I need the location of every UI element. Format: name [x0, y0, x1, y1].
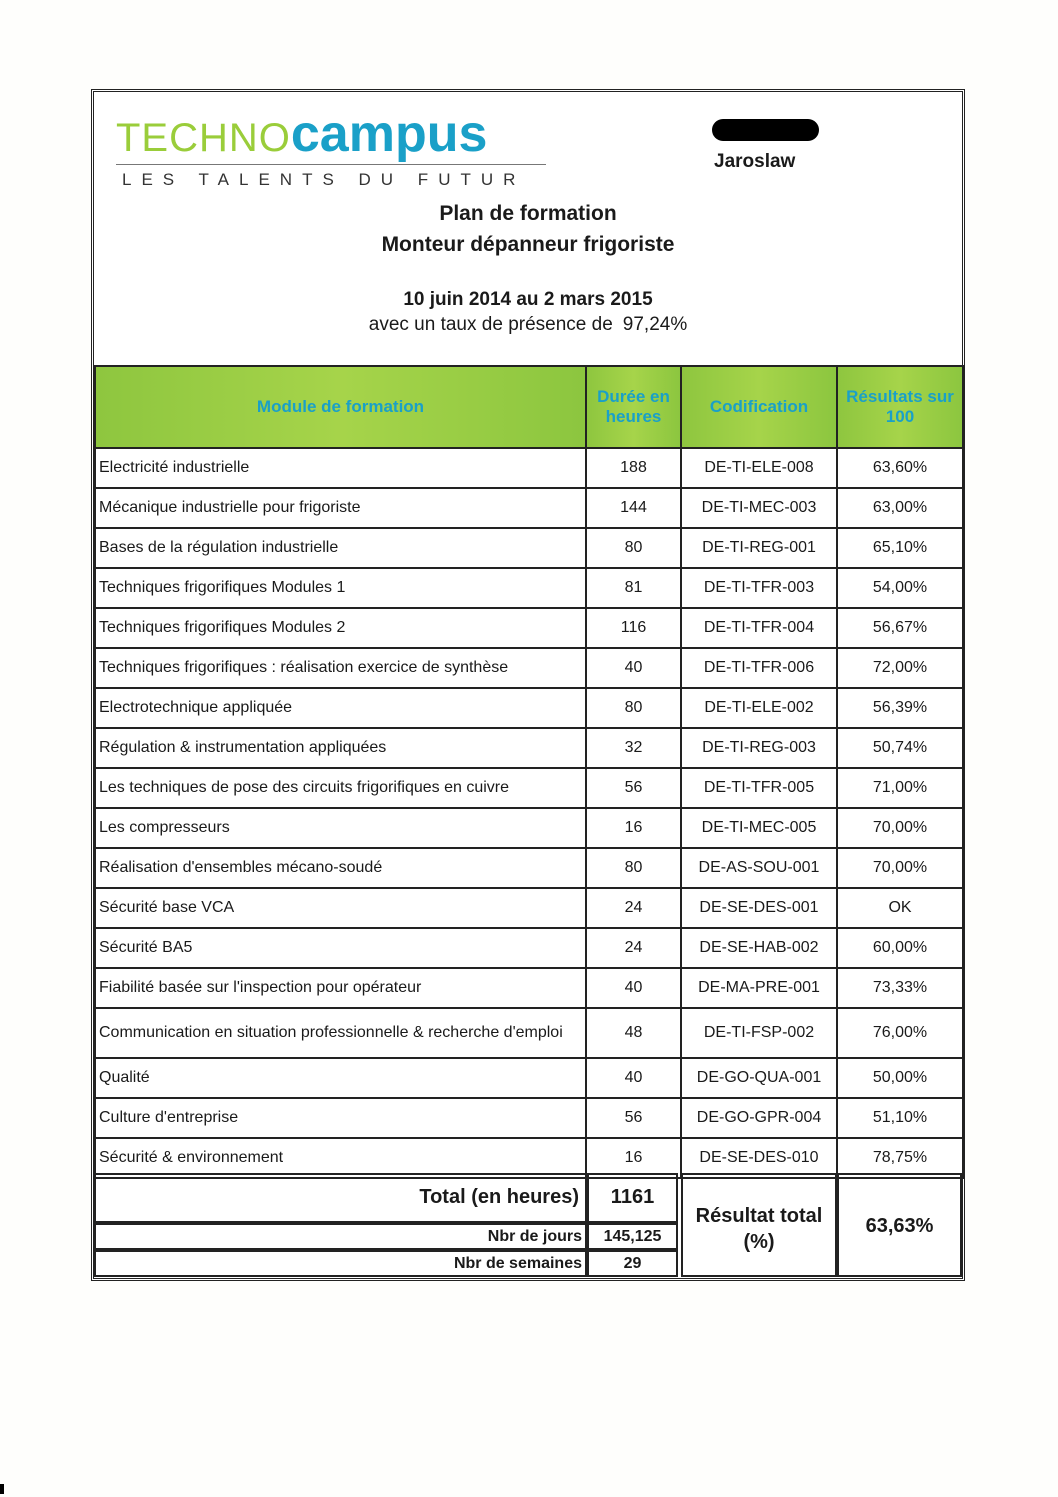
- table-row: [95, 1098, 963, 1138]
- module-name: Mécanique industrielle pour frigoriste: [95, 488, 586, 528]
- header-module: Module de formation: [95, 366, 586, 448]
- total-result-label: Résultat total (%): [695, 1205, 823, 1253]
- logo-campus-text: campus: [290, 105, 488, 163]
- modules-table: [94, 365, 964, 1179]
- module-code: DE-AS-SOU-001: [681, 848, 837, 888]
- logo-tagline: LES TALENTS DU FUTUR: [122, 170, 526, 189]
- module-code: DE-GO-QUA-001: [681, 1058, 837, 1098]
- module-name: Fiabilité basée sur l'inspection pour opérateur: [95, 968, 586, 1008]
- attendance-rate: [94, 314, 962, 336]
- module-result: 60,00%: [837, 928, 963, 968]
- module-hours: 24: [586, 928, 681, 968]
- module-code: DE-MA-PRE-001: [681, 968, 837, 1008]
- module-code: DE-TI-MEC-005: [681, 808, 837, 848]
- total-hours-value: 1161: [610, 1186, 655, 1208]
- module-result: 56,67%: [837, 608, 963, 648]
- document-title: Plan de formation: [439, 202, 617, 225]
- module-code: DE-TI-MEC-003: [681, 488, 837, 528]
- header-hours: Durée en heures: [586, 366, 681, 448]
- module-hours: 56: [586, 768, 681, 808]
- module-code: DE-TI-ELE-008: [681, 448, 837, 488]
- module-result: 56,39%: [837, 688, 963, 728]
- total-hours-value-cell: [587, 1173, 678, 1223]
- module-hours: 24: [586, 888, 681, 928]
- module-code: DE-GO-GPR-004: [681, 1098, 837, 1138]
- module-name: Bases de la régulation industrielle: [95, 528, 586, 568]
- module-name: Techniques frigorifiques Modules 1: [95, 568, 586, 608]
- module-hours: 80: [586, 848, 681, 888]
- table-row: [95, 648, 963, 688]
- table-row: [95, 888, 963, 928]
- module-name: Sécurité BA5: [95, 928, 586, 968]
- module-result: 50,00%: [837, 1058, 963, 1098]
- module-code: DE-TI-TFR-005: [681, 768, 837, 808]
- document-header: [94, 92, 962, 364]
- module-result: 63,60%: [837, 448, 963, 488]
- module-hours: 116: [586, 608, 681, 648]
- module-name: Qualité: [95, 1058, 586, 1098]
- module-result: 70,00%: [837, 808, 963, 848]
- technocampus-logo: [116, 104, 556, 189]
- module-hours: 48: [586, 1008, 681, 1058]
- table-row: [95, 808, 963, 848]
- module-code: DE-SE-DES-010: [681, 1138, 837, 1178]
- module-code: DE-TI-ELE-002: [681, 688, 837, 728]
- module-name: Régulation & instrumentation appliquées: [95, 728, 586, 768]
- module-name: Les techniques de pose des circuits frigorifiques en cuivre: [95, 768, 586, 808]
- days-label: Nbr de jours: [487, 1228, 582, 1245]
- module-hours: 40: [586, 648, 681, 688]
- redaction-bar: [712, 119, 819, 141]
- module-result: 72,00%: [837, 648, 963, 688]
- weeks-value-cell: [587, 1250, 678, 1277]
- table-row: [95, 688, 963, 728]
- table-row: [95, 928, 963, 968]
- weeks-value: 29: [623, 1255, 642, 1272]
- module-hours: 144: [586, 488, 681, 528]
- module-hours: 80: [586, 528, 681, 568]
- module-code: DE-TI-REG-003: [681, 728, 837, 768]
- module-name: Les compresseurs: [95, 808, 586, 848]
- module-hours: 56: [586, 1098, 681, 1138]
- module-result: 51,10%: [837, 1098, 963, 1138]
- total-hours-label: Total (en heures): [419, 1186, 579, 1208]
- module-name: Sécurité base VCA: [95, 888, 586, 928]
- module-code: DE-TI-FSP-002: [681, 1008, 837, 1058]
- total-hours-label-cell: [94, 1173, 587, 1223]
- module-result: 73,33%: [837, 968, 963, 1008]
- weeks-label-cell: [94, 1250, 587, 1277]
- header-result: Résultats sur 100: [837, 366, 963, 448]
- logo-divider: [116, 164, 546, 165]
- module-name: Techniques frigorifiques : réalisation exercice de synthèse: [95, 648, 586, 688]
- table-header-row: [95, 366, 963, 448]
- module-hours: 40: [586, 968, 681, 1008]
- table-row: [95, 608, 963, 648]
- module-name: Electricité industrielle: [95, 448, 586, 488]
- table-row: [95, 968, 963, 1008]
- weeks-label: Nbr de semaines: [453, 1255, 582, 1272]
- total-result-value: 63,63%: [865, 1215, 934, 1237]
- attendance-label: avec un taux de présence de: [368, 314, 613, 335]
- training-period: 10 juin 2014 au 2 mars 2015: [403, 289, 653, 310]
- module-code: DE-TI-TFR-004: [681, 608, 837, 648]
- table-row: [95, 728, 963, 768]
- module-hours: 80: [586, 688, 681, 728]
- module-name: Electrotechnique appliquée: [95, 688, 586, 728]
- scan-mark: [0, 1484, 4, 1494]
- logo-techno-text: TECHNO: [116, 116, 291, 160]
- module-name: Techniques frigorifiques Modules 2: [95, 608, 586, 648]
- table-row: [95, 448, 963, 488]
- table-row: [95, 1058, 963, 1098]
- table-row: [95, 528, 963, 568]
- module-hours: 16: [586, 1138, 681, 1178]
- header-code: Codification: [681, 366, 837, 448]
- module-result: 76,00%: [837, 1008, 963, 1058]
- module-name: Communication en situation professionnelle & recherche d'emploi: [95, 1008, 586, 1058]
- module-code: DE-SE-DES-001: [681, 888, 837, 928]
- module-code: DE-TI-REG-001: [681, 528, 837, 568]
- module-result: 71,00%: [837, 768, 963, 808]
- table-row: [95, 488, 963, 528]
- module-result: 78,75%: [837, 1138, 963, 1178]
- module-hours: 40: [586, 1058, 681, 1098]
- table-row: [95, 768, 963, 808]
- days-value: 145,125: [603, 1228, 662, 1245]
- module-name: Culture d'entreprise: [95, 1098, 586, 1138]
- days-value-cell: [587, 1223, 678, 1250]
- document-subtitle: Monteur dépanneur frigoriste: [381, 233, 675, 256]
- module-code: DE-TI-TFR-003: [681, 568, 837, 608]
- table-row: [95, 848, 963, 888]
- module-code: DE-SE-HAB-002: [681, 928, 837, 968]
- module-hours: 188: [586, 448, 681, 488]
- total-result-label-cell: [681, 1173, 837, 1277]
- total-result-value-cell: [837, 1173, 962, 1277]
- table-row: [95, 568, 963, 608]
- module-hours: 32: [586, 728, 681, 768]
- table-row: [95, 1008, 963, 1058]
- module-result: 65,10%: [837, 528, 963, 568]
- module-name: Réalisation d'ensembles mécano-soudé: [95, 848, 586, 888]
- module-result: 50,74%: [837, 728, 963, 768]
- module-result: 70,00%: [837, 848, 963, 888]
- document-frame: [91, 89, 965, 1281]
- attendance-value: 97,24%: [622, 314, 688, 335]
- student-name: Jaroslaw: [714, 151, 796, 172]
- table-row: [95, 1138, 963, 1178]
- module-result: 63,00%: [837, 488, 963, 528]
- module-name: Sécurité & environnement: [95, 1138, 586, 1178]
- totals-section: [94, 1173, 962, 1281]
- module-code: DE-TI-TFR-006: [681, 648, 837, 688]
- module-hours: 81: [586, 568, 681, 608]
- days-label-cell: [94, 1223, 587, 1250]
- module-result: OK: [837, 888, 963, 928]
- module-hours: 16: [586, 808, 681, 848]
- module-result: 54,00%: [837, 568, 963, 608]
